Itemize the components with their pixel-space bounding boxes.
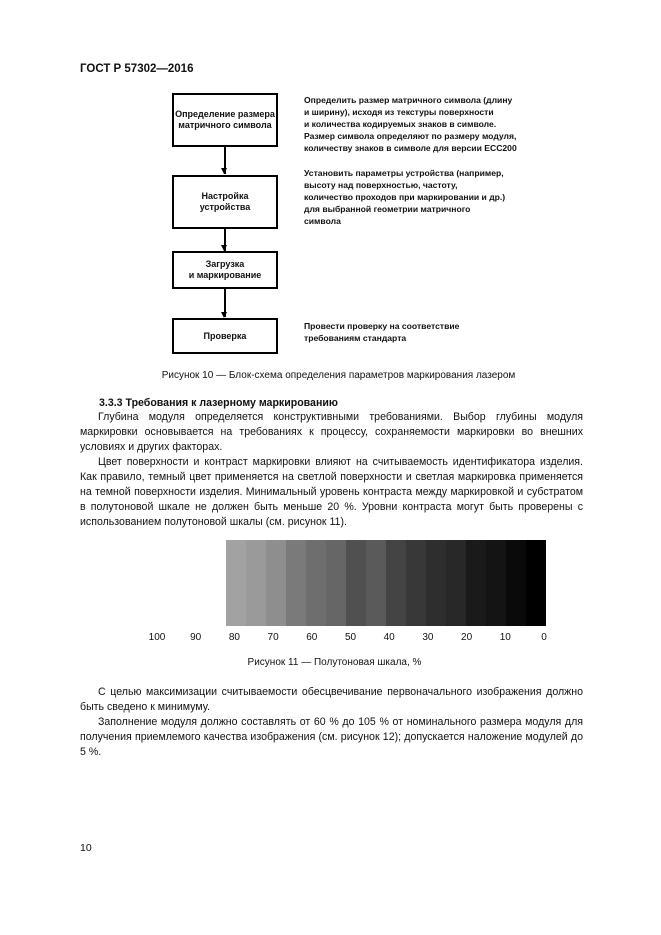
scale-label: 80 (228, 632, 240, 643)
flow-box-check: Проверка (172, 318, 278, 354)
arrow-icon (221, 168, 227, 174)
page-number: 10 (80, 842, 92, 854)
paragraph: Цвет поверхности и контраст маркировки влияют на считываемость идентификатора изделия. Как правило, темный цвет применяется на светлой поверхности и светлая маркировка применяется на темной поверхности изделия. Минимальный уровень контраста между маркировкой и субстратом в полутоновой шкале не должен быть меньше 20 %. Уровни контраста могут быть проверены с использованием полутоновой шкалы (см. рисунок 11). (80, 456, 583, 528)
flow-note-setup: Установить параметры устройства (например, высоту над поверхностью, частоту, количество проходов при маркировании и др.) для выбранной геометрии матричного символа (304, 168, 506, 226)
gray-band (426, 540, 446, 626)
gray-band (406, 540, 426, 626)
gray-band (226, 540, 246, 626)
scale-label: 90 (190, 632, 202, 643)
gray-band (366, 540, 386, 626)
scale-label: 60 (306, 632, 318, 643)
section-body-1 (80, 410, 583, 530)
scale-label: 100 (148, 632, 166, 643)
gray-band (286, 540, 306, 626)
gray-band (326, 540, 346, 626)
gray-band (246, 540, 266, 626)
scale-label: 70 (267, 632, 279, 643)
paragraph: С целью максимизации считываемости обесцвечивание первоначального изображения должно быть сведено к минимуму. (80, 686, 583, 713)
gray-band (346, 540, 366, 626)
scale-label: 20 (461, 632, 473, 643)
flow-note-check: Провести проверку на соответствие требованиям стандарта (304, 321, 460, 343)
gray-band (526, 540, 546, 626)
scale-label: 10 (499, 632, 511, 643)
flow-box-marking: Загрузка и маркирование (172, 251, 278, 289)
gray-band (486, 540, 506, 626)
section-body-2 (80, 685, 583, 760)
gray-band (266, 540, 286, 626)
gray-band (466, 540, 486, 626)
figure-10-caption: Рисунок 10 — Блок-схема определения параметров маркирования лазером (161, 370, 516, 381)
scale-label: 30 (422, 632, 434, 643)
scale-label: 0 (541, 632, 547, 643)
section-title: 3.3.3 Требования к лазерному маркированию (99, 397, 338, 409)
grayscale-strip (226, 540, 546, 626)
paragraph: Заполнение модуля должно составлять от 60 % до 105 % от номинального размера модуля для получения приемлемого качества изображения (см. рисунок 12); допускается наложение модулей до 5 %. (80, 716, 583, 758)
paragraph: Глубина модуля определяется конструктивными требованиями. Выбор глубины модуля маркировки основывается на требованиях к процессу, сохраняемости маркировки во внешних условиях и других факторах. (80, 411, 583, 453)
flow-box-size: Определение размера матричного символа (172, 93, 278, 147)
scale-label: 40 (383, 632, 395, 643)
gray-band (506, 540, 526, 626)
flow-note-size: Определить размер матричного символа (длину и ширину), исходя из текстуры поверхности и количества кодируемых знаков в символе. Размер символа определяют по размеру модуля, количеству знаков в символе для версии ECC200 (304, 95, 517, 153)
scale-label: 50 (344, 632, 357, 643)
gray-band (386, 540, 406, 626)
gray-band (446, 540, 466, 626)
figure-11-caption: Рисунок 11 — Полутоновая шкала, % (247, 657, 422, 668)
flow-box-setup: Настройка устройства (172, 175, 278, 229)
gray-band (306, 540, 326, 626)
standard-header: ГОСТ Р 57302—2016 (80, 63, 194, 75)
